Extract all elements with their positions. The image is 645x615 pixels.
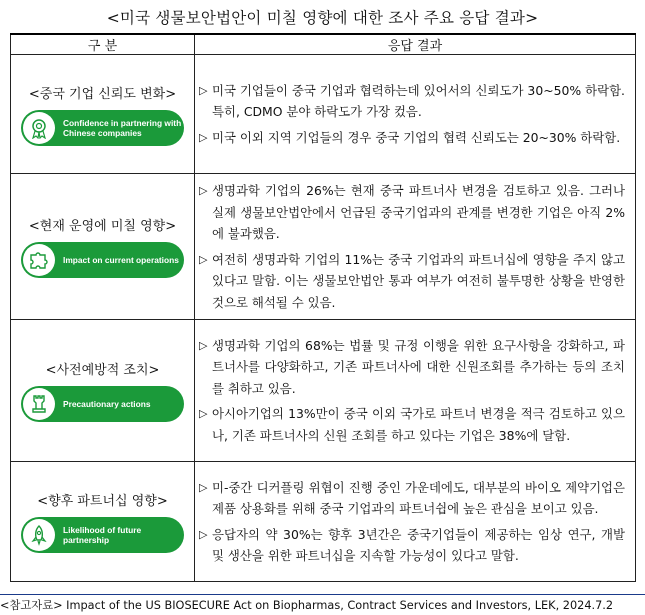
list-item [199, 180, 625, 245]
item-text: 여전히 생명과학 기업의 11%는 중국 기업과의 파트너십에 영향을 주지 않고 있다고 말함. 이는 생물보안법안 통과 여부가 여전히 불투명한 상황을 반영한 것으로 해석될 수 있음. [212, 251, 625, 310]
item-text: 미국 이외 지역 기업들의 경우 중국 기업의 협력 신뢰도는 20~30% 하락함. [212, 129, 621, 145]
item-text: 응답자의 약 30%는 향후 3년간은 중국기업들이 제공하는 임상 연구, 개발 및 생산을 위한 파트너십을 지속할 가능성이 있다고 말함. [212, 526, 625, 563]
list-item [199, 249, 625, 314]
results-cell [195, 462, 636, 582]
badge-text: Impact on current operations [63, 255, 179, 265]
list-item [199, 403, 625, 446]
category-label: <중국 기업 신뢰도 변화> [28, 86, 177, 102]
document-title: <미국 생물보안법안이 미칠 영향에 대한 조사 주요 응답 결과> [106, 9, 539, 27]
table-row [11, 462, 636, 582]
list-item [199, 335, 625, 400]
category-badge [21, 110, 184, 146]
badge-text: Confidence in partnering with Chinese companies [63, 117, 182, 138]
table-row [11, 320, 636, 462]
results-cell [195, 55, 636, 174]
award-ribbon-icon [23, 112, 55, 144]
chess-rook-icon [23, 388, 55, 420]
category-badge [21, 386, 184, 422]
rocket-icon [23, 519, 55, 551]
list-item [199, 127, 625, 149]
item-text: 미국 기업들이 중국 기업과 협력하는데 있어서의 신뢰도가 30~50% 하락함. 특히, CDMO 분야 하락도가 가장 컸음. [212, 82, 625, 120]
item-text: 미-중간 디커플링 위협이 진행 중인 가운데에도, 대부분의 바이오 제약기업은 제품 상용화를 위해 중국 기업과의 파트너쉽에 높은 관심을 보이고 있음. [212, 479, 625, 516]
badge-text: Likelihood of future partnership [63, 525, 142, 545]
list-item [199, 80, 625, 123]
header-category: 구 분 [11, 34, 195, 55]
results-cell [195, 320, 636, 462]
bullet-marker: ▷ [199, 184, 208, 197]
bullet-marker: ▷ [199, 407, 208, 421]
category-badge [21, 517, 184, 553]
bullet-marker: ▷ [199, 480, 208, 494]
category-cell [11, 462, 195, 582]
category-cell [11, 55, 195, 174]
badge-text: Precautionary actions [63, 399, 151, 409]
item-text: 생명과학 기업의 68%는 법률 및 규정 이행을 위한 요구사항을 강화하고, 파트너사를 다양화하고, 기존 파트너사에 대한 신원조회를 추가하는 등의 조치를 취하고 있음. [212, 337, 625, 396]
bullet-marker: ▷ [199, 338, 208, 352]
item-text: 생명과학 기업의 26%는 현재 중국 파트너사 변경을 검토하고 있음. 그러나 실제 생물보안법안에서 언급된 중국기업과의 관계를 변경한 기업은 아직 2%에 불과했음. [212, 183, 625, 241]
category-label: <향후 파트너십 영향> [37, 494, 168, 509]
results-cell [195, 174, 636, 320]
reference-note: <참고자료> Impact of the US BIOSECURE Act on Biopharmas, Contract Services and Investors, LEK, 2024.7.2 [0, 594, 645, 613]
list-item [199, 477, 625, 520]
header-results: 응답 결과 [195, 34, 636, 55]
puzzle-icon [23, 244, 55, 276]
item-text: 아시아기업의 13%만이 중국 이외 국가로 파트너 변경을 적극 검토하고 있으나, 기존 파트너사의 신원 조회를 하고 있다는 기업은 38%에 달함. [212, 406, 625, 443]
bullet-marker: ▷ [199, 83, 208, 97]
list-item [199, 524, 625, 567]
category-cell [11, 320, 195, 462]
bullet-marker: ▷ [199, 130, 208, 144]
category-label: <현재 운영에 미칠 영향> [28, 219, 177, 234]
category-badge [21, 242, 184, 278]
table-header-row [11, 34, 636, 55]
category-cell [11, 174, 195, 320]
bullet-marker: ▷ [199, 527, 208, 541]
table-row [11, 174, 636, 320]
category-label: <사전예방적 조치> [45, 363, 160, 378]
bullet-marker: ▷ [199, 252, 208, 266]
table-row [11, 55, 636, 174]
survey-results-table [10, 33, 636, 582]
